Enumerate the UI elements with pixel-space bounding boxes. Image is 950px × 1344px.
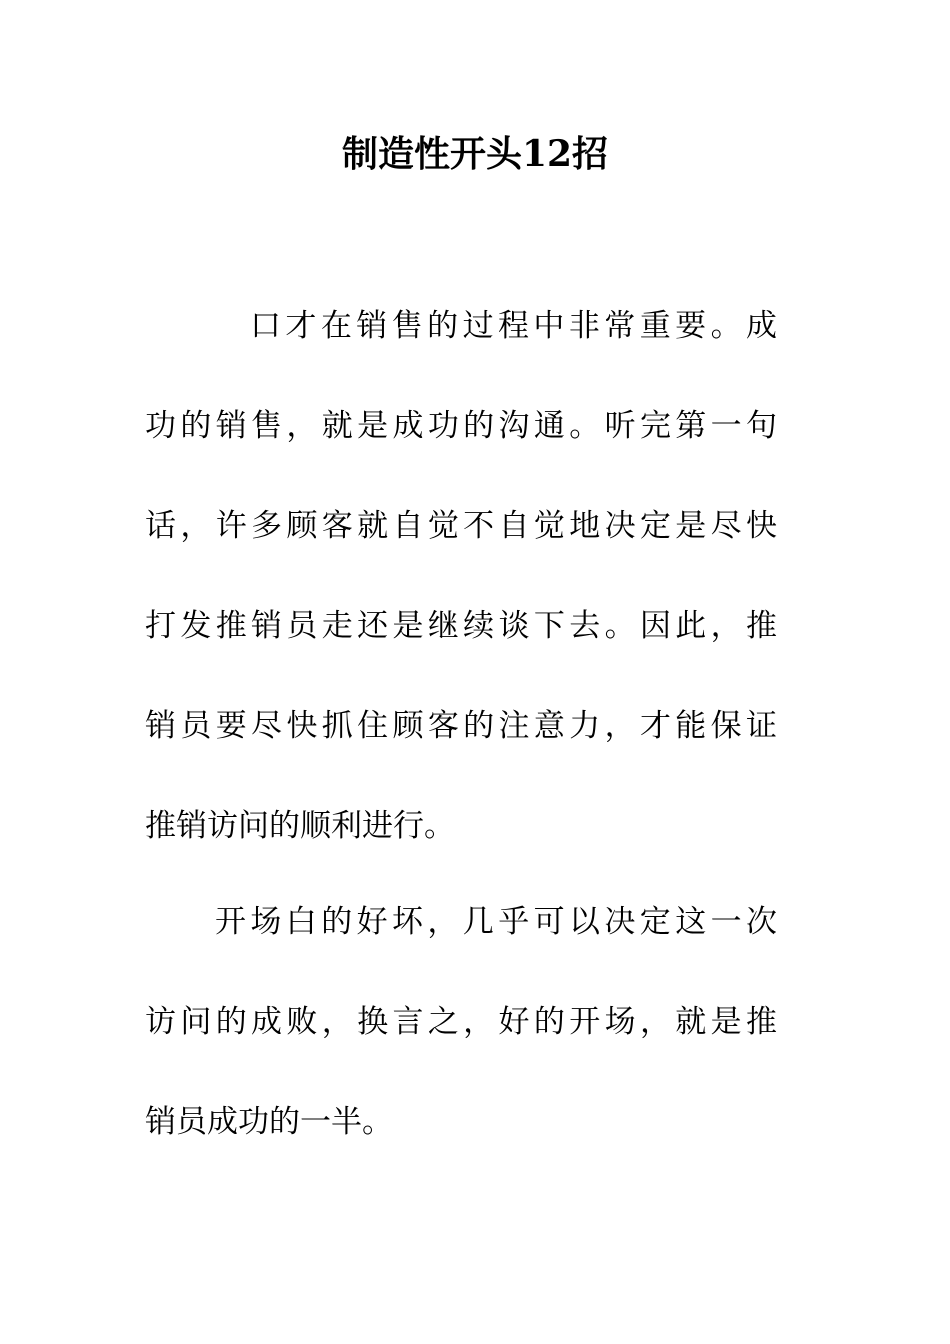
paragraph-line: 口才在销售的过程中非常重要。成	[250, 308, 777, 344]
paragraph-line: 销员要尽快抓住顾客的注意力，才能保证	[145, 708, 777, 744]
paragraph-line: 销员成功的一半。	[145, 1104, 393, 1140]
paragraph-2	[145, 872, 777, 1172]
paragraph-line: 访问的成败，换言之，好的开场，就是推	[145, 1004, 777, 1040]
paragraph-1	[145, 276, 777, 876]
paragraph-line: 话，许多顾客就自觉不自觉地决定是尽快	[145, 508, 777, 544]
document-title: 制造性开头12招	[341, 133, 609, 175]
paragraph-line: 开场白的好坏，几乎可以决定这一次	[215, 904, 777, 940]
paragraph-line: 功的销售，就是成功的沟通。听完第一句	[145, 408, 777, 444]
paragraph-line: 打发推销员走还是继续谈下去。因此，推	[145, 608, 777, 644]
paragraph-line: 推销访问的顺利进行。	[145, 808, 455, 844]
